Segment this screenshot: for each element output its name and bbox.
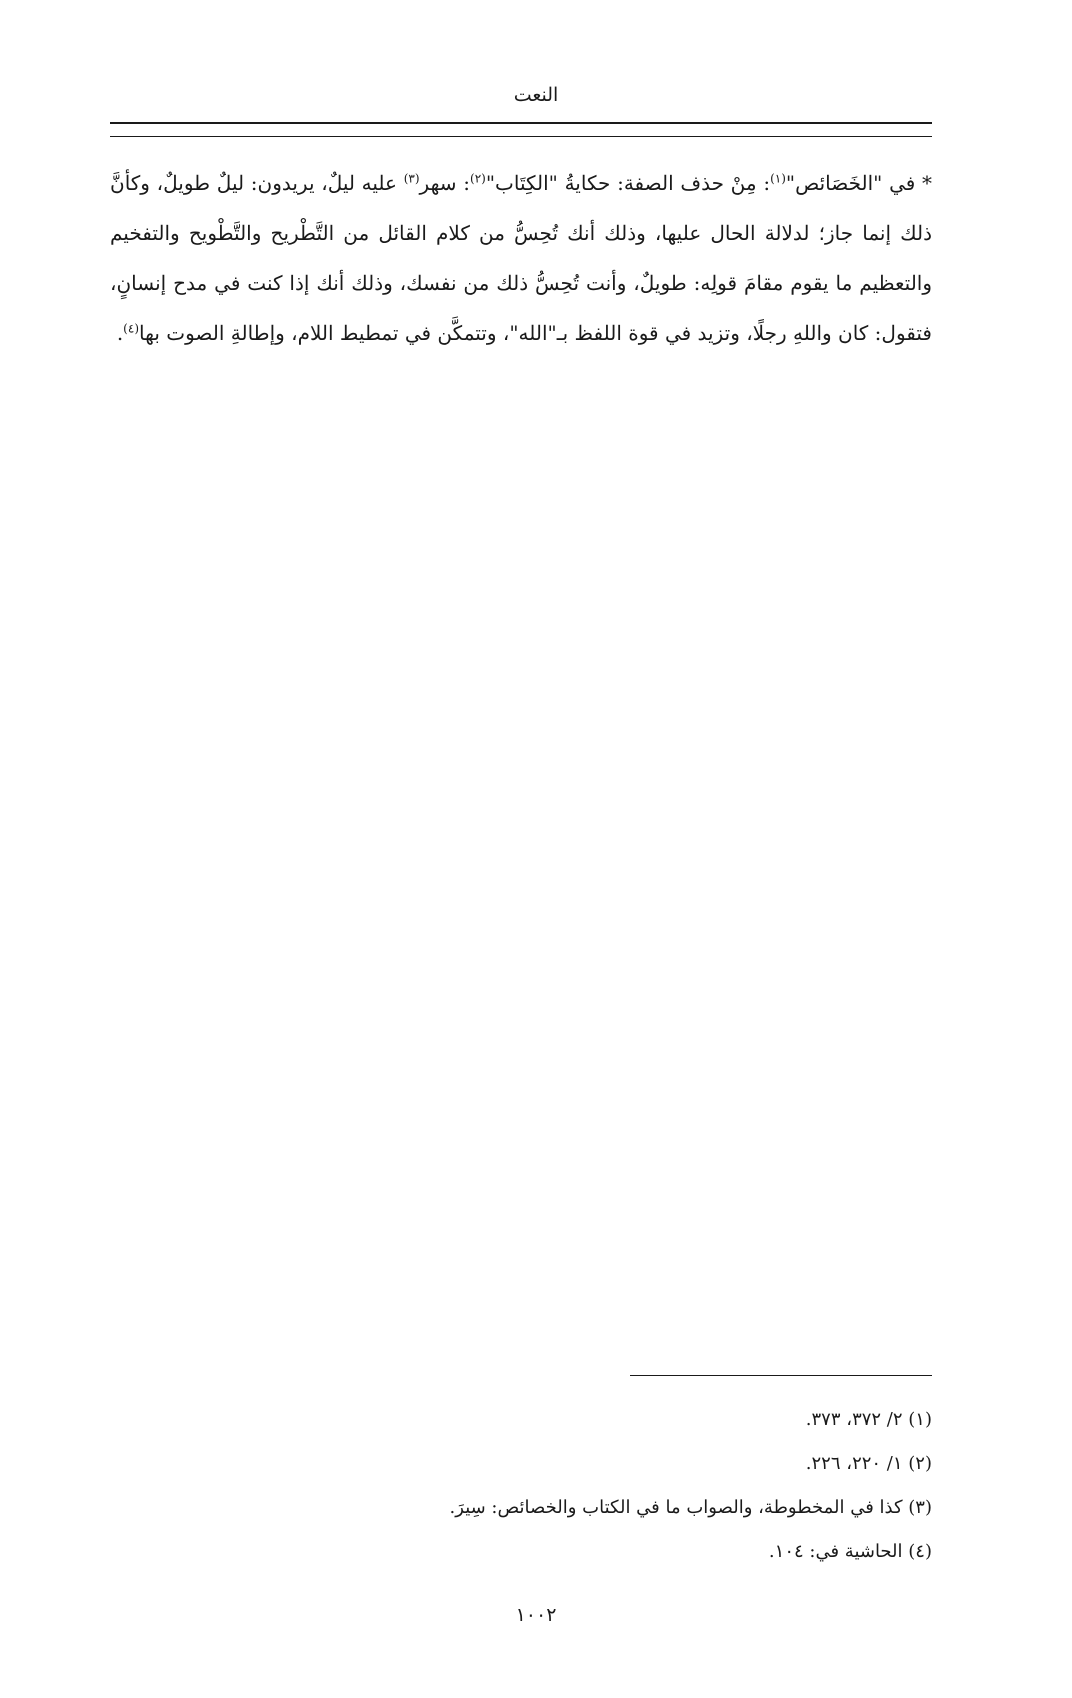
footnote-ref-4: (٤) [123,321,139,336]
main-paragraph [110,158,932,358]
footnote-1: (١) ٢/ ٣٧٢، ٣٧٣. [805,1409,932,1430]
paragraph-segment-2: : سهر [419,171,470,195]
footnote-ref-1: (١) [770,171,786,186]
header-rule-top [110,122,932,124]
footnote-2: (٢) ١/ ٢٢٠، ٢٢٦. [805,1453,932,1474]
paragraph-end: . [116,321,124,345]
running-head: النعت [513,84,559,106]
footnotes [110,1398,932,1574]
footnote-ref-3: (٣) [403,171,420,186]
footnote-4: (٤) الحاشية في: ١٠٤. [768,1541,932,1562]
footnote-ref-2: (٢) [470,171,486,186]
paragraph-lead: * في "الخَصَائص" [785,171,933,195]
footnote-3: (٣) كذا في المخطوطة، والصواب ما في الكتاب والخصائص: سِيرَ. [449,1497,932,1518]
paragraph-segment-1: : مِنْ حذف الصفة: حكايةُ "الكِتَاب" [485,171,771,195]
header-rule-bottom [110,136,932,137]
footnote-separator [630,1375,932,1376]
page-number: ١٠٠٢ [515,1604,557,1626]
paragraph-segment-3: عليه ليلٌ، يريدون: ليلٌ طويلٌ، وكأنَّ ذلك إنما جاز؛ لدلالة الحال عليها، وذلك أنك تُحِسُّ من كلام القائل من التَّطْريح والتَّطْويح والتفخيم والتعظيم ما يقوم مقامَ قولِه: طويلٌ، وأنت تُحِسُّ ذلك من نفسك، وذلك أنك إذا كنت في مدح إنسانٍ، فتقول: كان واللهِ رجلًا، وتزيد في قوة اللفظ بـ"الله"، وتتمكَّن في تمطيط اللام، وإطالةِ الصوت بها [110,171,932,345]
paragraph-text [110,158,932,358]
